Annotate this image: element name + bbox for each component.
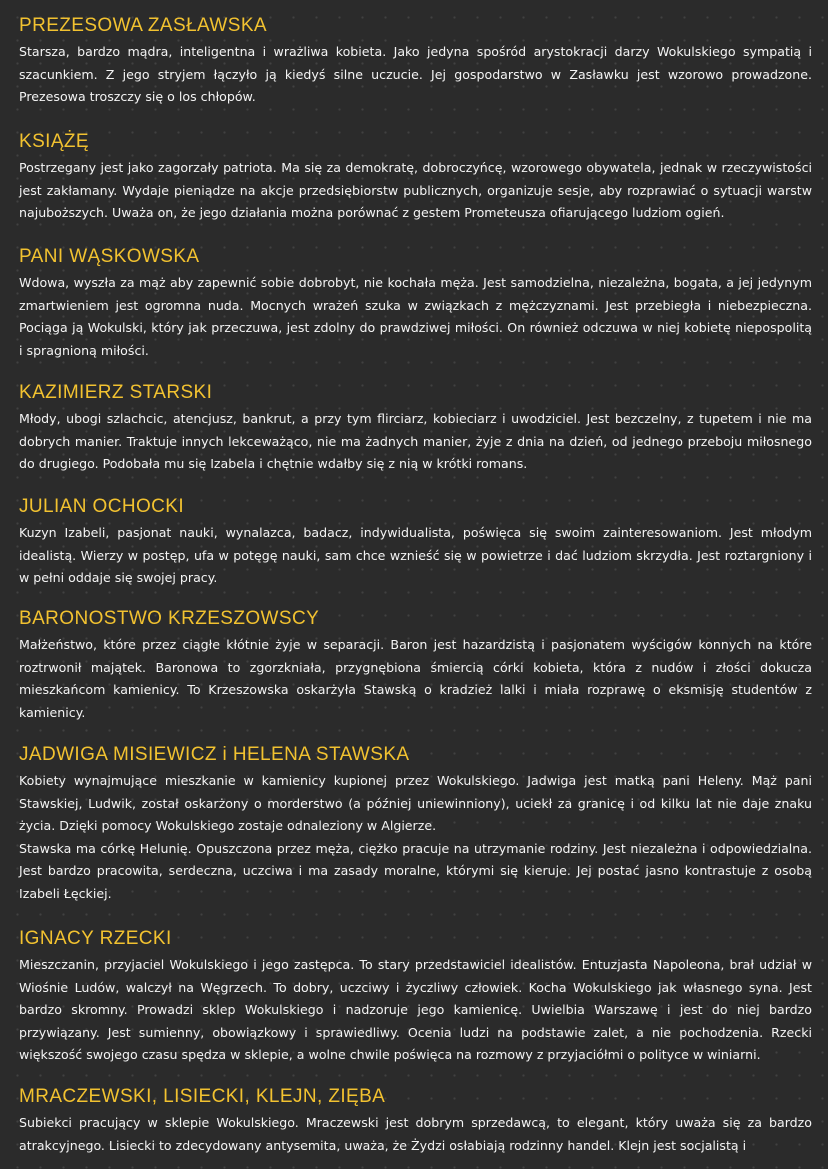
section-paragraph: Wdowa, wyszła za mąż aby zapewnić sobie dobrobyt, nie kochała męża. Jest samodzielna, niezależna, bogata, a jej jedynym zmartwieniem jest ogromna nuda. Mocnych wrażeń szuka w związkach z mężczyznami. Jest przebiegła i niebezpieczna. Pociąga ją Wokulski, który jak przeczuwa, jest zdolny do prawdziwej miłości. On również odczuwa w niej kobietę niepospolitą i spragnioną miłości. [19,275,812,358]
character-section-ochocki [19,495,812,590]
section-paragraph: Postrzegany jest jako zagorzały patriota. Ma się za demokratę, dobroczyńcę, wzorowego obywatela, jednak w rzeczywistości jest zakłamany. Wydaje pieniądze na akcje przedsiębiorstw publicznych, organizuje sesje, aby rozprawiać o sytuacji warstw najuboższych. Uważa on, że jego działania można porównać z gestem Prometeusza ofiarującego ludziom ogień. [19,160,812,220]
character-section-misiewicz-stawska [19,743,812,905]
section-paragraph: Małżeństwo, które przez ciągłe kłótnie żyje w separacji. Baron jest hazardzistą i pasjonatem wyścigów konnych na które roztrwonił majątek. Baronowa to zgorzkniała, przygnębiona śmiercią córki kobieta, która z nudów i złości dokucza mieszkańcom kamienicy. To Krzeszowska oskarżyła Stawską o kradzież lalki i miała rozprawę o eksmisję studentów z kamienicy. [19,637,812,720]
character-section-waskowska [19,245,812,362]
section-heading: JADWIGA MISIEWICZ i HELENA STAWSKA [19,744,410,765]
section-heading: KSIĄŻĘ [19,131,89,152]
character-section-krzeszowscy [19,607,812,724]
character-section-rzecki [19,927,812,1067]
section-heading: KAZIMIERZ STARSKI [19,382,213,403]
section-paragraph: Stawska ma córkę Helunię. Opuszczona przez męża, ciężko pracuje na utrzymanie rodziny. Jest niezależna i odpowiedzialna. Jest bardzo pracowita, serdeczna, uczciwa i ma zasady moralne, którymi się kieruje. Jej postać jasno kontrastuje z osobą Izabeli Łęckiej. [19,840,812,901]
character-section-ksiaze [19,130,812,225]
section-paragraph: Kuzyn Izabeli, pasjonat nauki, wynalazca, badacz, indywidualista, poświęca się swoim zainteresowaniom. Jest młodym idealistą. Wierzy w postęp, ufa w potęgę nauki, sam chce wznieść się w powietrze i dać ludziom skrzydła. Jest roztargniony i w pełni oddaje się swojej pracy. [19,525,812,585]
section-heading: PANI WĄSKOWSKA [19,246,200,267]
character-section-starski [19,381,812,476]
section-heading: BARONOSTWO KRZESZOWSCY [19,608,320,629]
section-paragraph: Młody, ubogi szlachcic, atencjusz, bankrut, a przy tym flirciarz, kobieciarz i uwodziciel. Jest bezczelny, z tupetem i nie ma dobrych manier. Traktuje innych lekceważąco, nie ma żadnych manier, żyje z dnia na dzień, od jednego przeboju miłosnego do drugiego. Podobała mu się Izabela i chętnie wdałby się z nią w krótki romans. [19,411,812,471]
section-paragraph: Subiekci pracujący w sklepie Wokulskiego. Mraczewski jest dobrym sprzedawcą, to elegant, który uważa się za bardzo atrakcyjnego. Lisiecki to zdecydowany antysemita, uważa, że Żydzi osłabiają rodzinny handel. Klejn jest socjalistą i [19,1115,812,1153]
section-heading: JULIAN OCHOCKI [19,496,185,517]
section-paragraph: Starsza, bardzo mądra, inteligentna i wrażliwa kobieta. Jako jedyna spośród arystokracji darzy Wokulskiego sympatią i szacunkiem. Z jego stryjem łączyło ją kiedyś silne uczucie. Jej gospodarstwo w Zasławku jest wzorowo prowadzone. Prezesowa troszczy się o los chłopów. [19,44,812,104]
character-section-zaslawska [19,14,812,109]
character-section-subiekci [19,1085,812,1157]
section-heading: IGNACY RZECKI [19,928,172,949]
section-paragraph: Kobiety wynajmujące mieszkanie w kamienicy kupionej przez Wokulskiego. Jadwiga jest matką pani Heleny. Mąż pani Stawskiej, Ludwik, został oskarżony o morderstwo (a później uniewinniony), uciekł za granicę i od kilku lat nie daje znaku życia. Dzięki pomocy Wokulskiego zostaje odnaleziony w Algierze. [19,773,812,833]
section-heading: PREZESOWA ZASŁAWSKA [19,15,267,36]
section-paragraph: Mieszczanin, przyjaciel Wokulskiego i jego zastępca. To stary przedstawiciel idealistów. Entuzjasta Napoleona, brał udział w Wiośnie Ludów, walczył na Węgrzech. To dobry, uczciwy i życzliwy człowiek. Kocha Wokulskiego jak własnego syna. Jest bardzo skromny. Prowadzi sklep Wokulskiego i nadzoruje jego kamienicę. Uwielbia Warszawę i jest do niej bardzo przywiązany. Jest sumienny, obowiązkowy i sprawiedliwy. Ocenia ludzi na podstawie zalet, a nie pochodzenia. Rzecki większość swojego czasu spędza w sklepie, a wolne chwile poświęca na rozmowy z przyjaciółmi o polityce w winiarni. [19,957,812,1062]
section-heading: MRACZEWSKI, LISIECKI, KLEJN, ZIĘBA [19,1086,386,1107]
